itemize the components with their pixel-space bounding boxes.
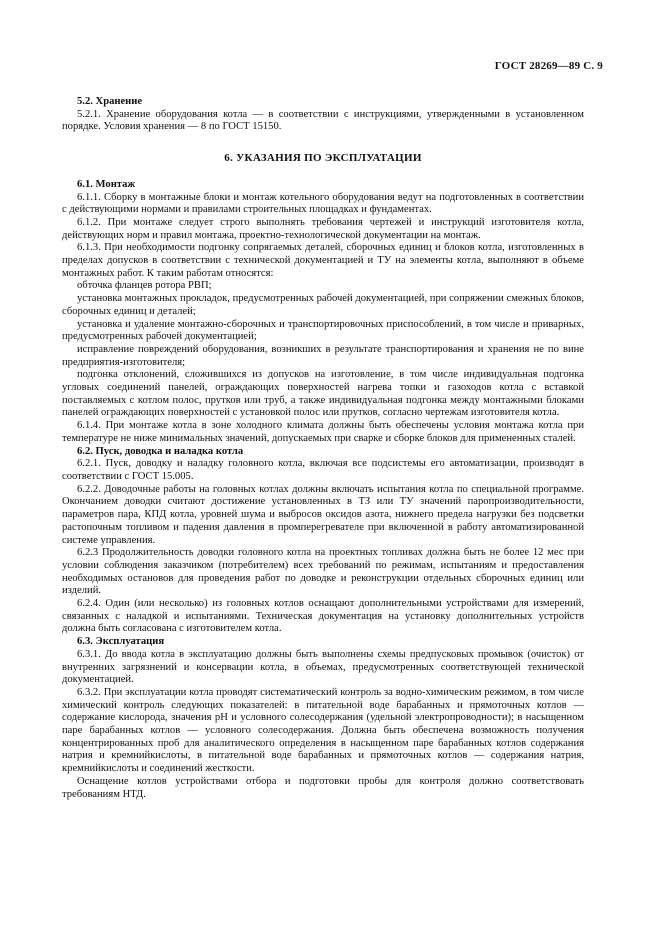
- list-item-5: подгонка отклонений, сложившихся из допусков на изготовление, в том числе индивидуальная подгонка угловых соединений панелей, ограждающих поверхностей нагрева топки и газоходов котла с вставкой поставляемых с котлом полос, прутков или труб, а также индивидуальная подгонка между монтажными блоками панелей ограждающих поверхностей с установкой полос или прутков, согласно чертежам изготовителя котла.: [62, 369, 584, 419]
- paragraph-6-1-4: 6.1.4. При монтаже котла в зоне холодного климата должны быть обеспечены условия монтажа котла при температуре не ниже минимальных значений, допускаемых при сварке и сборке блоков для примененных сталей.: [62, 420, 584, 444]
- paragraph-6-3-1: 6.3.1. До ввода котла в эксплуатацию должны быть выполнены схемы предпусковых промывок (очисток) от внутренних загрязнений и консервации котла, в объемах, предусмотренных соответствующей технической документацией.: [62, 648, 584, 686]
- section-6-1-title: 6.1. Монтаж: [77, 178, 136, 190]
- list-item-2: установка монтажных прокладок, предусмотренных рабочей документацией, при сопряжении смежных блоков, сборочных единиц и деталей;: [62, 293, 584, 317]
- section-5-2-title: 5.2. Хранение: [77, 96, 143, 107]
- paragraph-6-2-2: 6.2.2. Доводочные работы на головных котлах должны включать испытания котла по специальной программе. Окончанием доводки считают достижение установленных в ТЗ или ТУ значений паропроизводительности, параметров пара, КПД котла, уровней шума и выбросов оксидов азота, нижнего предела нагрузки без подсветки растопочным топливом и падения давления в промперегревателе при включенной в работу автоматизированной системе управления.: [62, 483, 584, 546]
- paragraph-5-2-1: 5.2.1. Хранение оборудования котла — в соответствии с инструкциями, утвержденными в установленном порядке. Условия хранения — 8 по ГОСТ 15150.: [62, 108, 584, 133]
- paragraph-6-2-3: 6.2.3 Продолжительность доводки головного котла на проектных топливах должна быть не более 12 мес при условии соблюдения заказчиком (потребителем) всех требований по режимам, испытаниям и предоставления необходимых остановов для проведения работ по доводке и реконструкции отдельных сборочных единиц или изделий.: [62, 547, 584, 597]
- paragraph-6-1-2: 6.1.2. При монтаже следует строго выполнять требования чертежей и инструкций изготовителя котла, действующих норм и правил монтажа, проектно-технологической документации на монтаж.: [62, 216, 584, 241]
- paragraph-6-3-3: Оснащение котлов устройствами отбора и подготовки пробы для контроля должно соответствовать требованиям НТД.: [62, 775, 584, 800]
- section-6-2-title: 6.2. Пуск, доводка и наладка котла: [77, 445, 244, 457]
- page-header: ГОСТ 28269—89 С. 9: [494, 60, 603, 72]
- section-6-3-title: 6.3. Эксплуатация: [77, 636, 165, 648]
- list-item-1: обточка фланцев ротора РВП;: [77, 280, 212, 292]
- paragraph-6-1-3: 6.1.3. При необходимости подгонку сопрягаемых деталей, сборочных единиц и блоков котла, изготовленных в пределах допусков в соответствии с технической документацией и ТУ на элементы котла, выполняют в объеме монтажных работ. К таким работам относятся:: [62, 242, 584, 279]
- section-6-title: 6. УКАЗАНИЯ ПО ЭКСПЛУАТАЦИИ: [224, 152, 422, 165]
- document-body: [62, 96, 584, 801]
- list-item-3: установка и удаление монтажно-сборочных и транспортировочных приспособлений, в том числе и приварных, предусмотренных рабочей документацией;: [62, 318, 584, 343]
- list-item-4: исправление повреждений оборудования, возникших в результате транспортирования и хранения не по вине предприятия-изготовителя;: [62, 343, 584, 368]
- paragraph-6-2-4: 6.2.4. Один (или несколько) из головных котлов оснащают дополнительными устройствами для измерений, связанных с наладкой и испытаниями. Техническая документация на установку дополнительных устройств должна быть согласована с изготовителем котла.: [62, 598, 584, 635]
- paragraph-6-2-1: 6.2.1. Пуск, доводку и наладку головного котла, включая все подсистемы его автоматизации, производят в соответствии с ГОСТ 15.005.: [62, 458, 584, 482]
- paragraph-6-3-2: 6.3.2. При эксплуатации котла проводят систематический контроль за водно-химическим режимом, в том числе химический контроль следующих показателей: в питательной воде барабанных и прямоточных котлов — содержание кислорода, значения pH и условного солесодержания (удельной электропроводности); в насыщенном паре барабанных котлов — условного солесодержания. Должна быть обеспечена возможность получения концентрированных проб для аналитического определения в насыщенном паре барабанных котлов содержания натрия и кремнийкислоты, в питательной воде барабанных и прямоточных котлов — содержания натрия, кремнийкислоты и соединений жесткости.: [62, 686, 584, 775]
- paragraph-6-1-1: 6.1.1. Сборку в монтажные блоки и монтаж котельного оборудования ведут на подготовленных в соответствии с действующими нормами и правилами строительных площадках и фундаментах.: [62, 191, 584, 216]
